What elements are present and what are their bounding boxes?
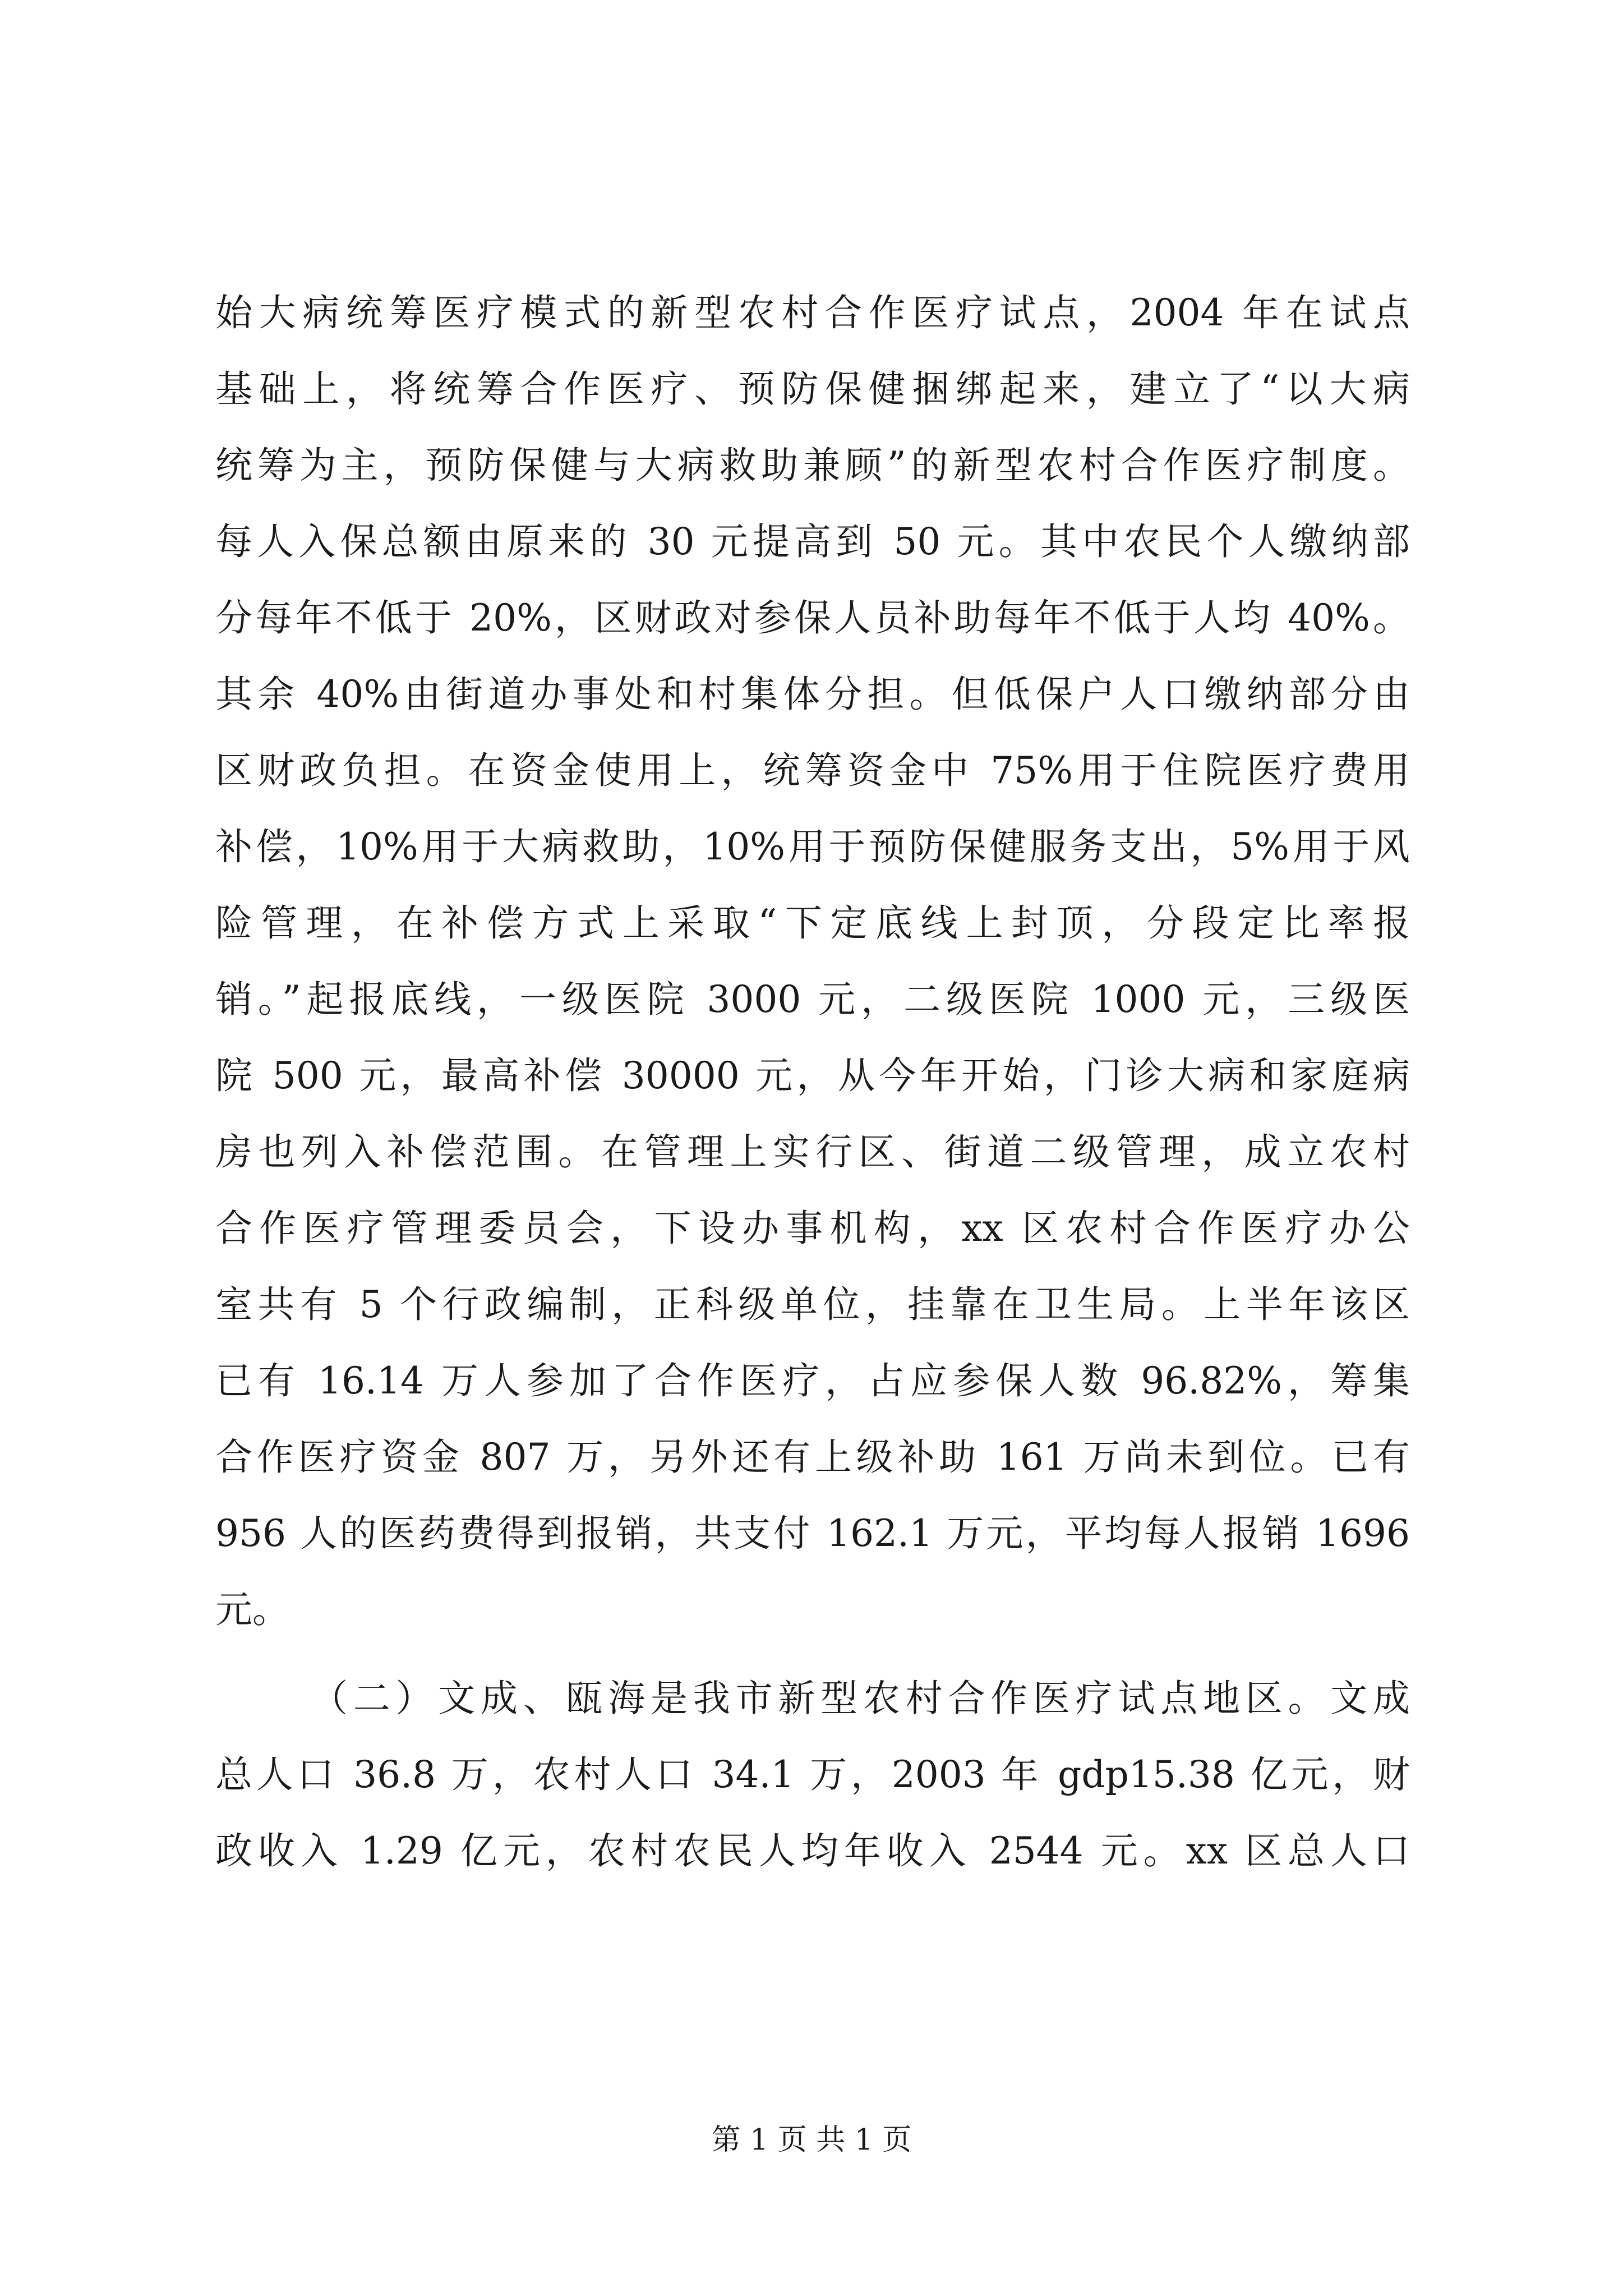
text-line: 元。 bbox=[215, 1588, 289, 1631]
text-line: 统筹为主，预防保健与大病救助兼顾”的新型农村合作医疗制度。 bbox=[215, 444, 1410, 487]
text-line: 补偿，10%用于大病救助，10%用于预防保健服务支出，5%用于风 bbox=[215, 825, 1410, 868]
text-line: 已有 16.14 万人参加了合作医疗，占应参保人数 96.82%，筹集 bbox=[215, 1359, 1410, 1402]
text-line: 分每年不低于 20%，区财政对参保人员补助每年不低于人均 40%。 bbox=[215, 596, 1410, 639]
text-line: 合作医疗管理委员会，下设办事机构，xx 区农村合作医疗办公 bbox=[215, 1207, 1410, 1250]
text-line: 区财政负担。在资金使用上，统筹资金中 75%用于住院医疗费用 bbox=[215, 749, 1410, 792]
text-line: 室共有 5 个行政编制，正科级单位，挂靠在卫生局。上半年该区 bbox=[215, 1283, 1410, 1326]
text-line: 销。”起报底线，一级医院 3000 元，二级医院 1000 元，三级医 bbox=[215, 978, 1410, 1021]
text-line: 其余 40%由街道办事处和村集体分担。但低保户人口缴纳部分由 bbox=[215, 673, 1410, 716]
paragraph-gap bbox=[215, 1648, 1410, 1660]
text-line: 总人口 36.8 万，农村人口 34.1 万，2003 年 gdp15.38 亿元，财 bbox=[215, 1753, 1410, 1796]
text-line: 院 500 元，最高补偿 30000 元，从今年开始，门诊大病和家庭病 bbox=[215, 1054, 1410, 1097]
document-body bbox=[215, 275, 1410, 1889]
page-footer: 第 1 页 共 1 页 bbox=[711, 2123, 912, 2157]
paragraph-1 bbox=[215, 275, 1410, 1648]
text-line: 956 人的医药费得到报销，共支付 162.1 万元，平均每人报销 1696 bbox=[215, 1512, 1410, 1555]
text-line: 每人入保总额由原来的 30 元提高到 50 元。其中农民个人缴纳部 bbox=[215, 520, 1410, 563]
text-line: 险管理，在补偿方式上采取“下定底线上封顶，分段定比率报 bbox=[215, 901, 1410, 945]
text-line: 房也列入补偿范围。在管理上实行区、街道二级管理，成立农村 bbox=[215, 1130, 1410, 1174]
paragraph-2 bbox=[215, 1660, 1410, 1889]
text-line: 政收入 1.29 亿元，农村农民人均年收入 2544 元。xx 区总人口 bbox=[215, 1829, 1410, 1872]
text-line: 始大病统筹医疗模式的新型农村合作医疗试点，2004 年在试点 bbox=[215, 291, 1410, 334]
text-line: （二）文成、瓯海是我市新型农村合作医疗试点地区。文成 bbox=[311, 1677, 1410, 1720]
text-line: 基础上，将统筹合作医疗、预防保健捆绑起来，建立了“以大病 bbox=[215, 367, 1410, 411]
text-line: 合作医疗资金 807 万，另外还有上级补助 161 万尚未到位。已有 bbox=[215, 1435, 1410, 1479]
